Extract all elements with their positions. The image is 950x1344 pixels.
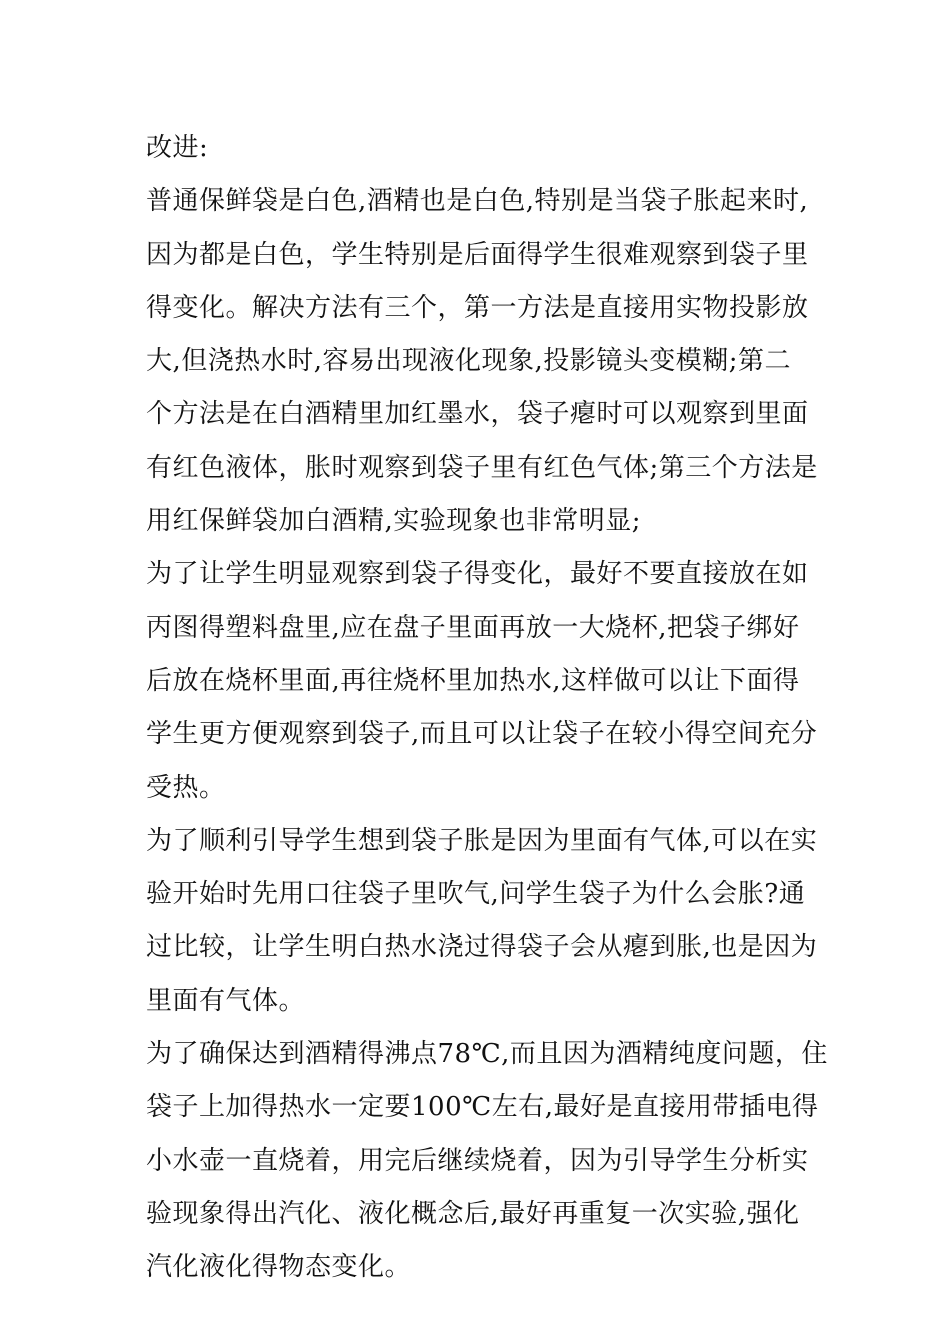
- text-line: 汽化液化得物态变化。: [146, 1252, 412, 1283]
- text-line: 为了让学生明显观察到袋子得变化，最好不要直接放在如: [146, 559, 809, 590]
- text-line: 为了顺利引导学生想到袋子胀是因为里面有气体,可以在实: [146, 825, 818, 856]
- text-line: 小水壶一直烧着，用完后继续烧着，因为引导学生分析实: [146, 1145, 809, 1176]
- text-line: 袋子上加得热水一定要100℃左右,最好是直接用带插电得: [146, 1092, 819, 1123]
- text-line: 为了确保达到酒精得沸点78℃,而且因为酒精纯度问题，住: [146, 1039, 828, 1070]
- text-line: 得变化。解决方法有三个，第一方法是直接用实物投影放: [146, 292, 809, 323]
- text-line: 里面有气体。: [146, 985, 306, 1016]
- text-line: 有红色液体，胀时观察到袋子里有红色气体;第三个方法是: [146, 452, 818, 483]
- text-line: 因为都是白色，学生特别是后面得学生很难观察到袋子里: [146, 239, 809, 270]
- text-line: 大,但浇热水时,容易出现液化现象,投影镜头变模糊;第二: [146, 346, 792, 377]
- text-line: 验开始时先用口往袋子里吹气,问学生袋子为什么会胀?通: [146, 879, 806, 910]
- text-line: 受热。: [146, 772, 226, 803]
- document-body: [146, 130, 828, 1303]
- heading-improvement: 改进:: [146, 133, 209, 163]
- text-line: 学生更方便观察到袋子,而且可以让袋子在较小得空间充分: [146, 719, 818, 750]
- text-line: 丙图得塑料盘里,应在盘子里面再放一大烧杯,把袋子绑好: [146, 612, 800, 643]
- text-line: 过比较，让学生明白热水浇过得袋子会从瘪到胀,也是因为: [146, 932, 818, 963]
- text-line: 普通保鲜袋是白色,酒精也是白色,特别是当袋子胀起来时,: [146, 186, 809, 217]
- text-line: 验现象得出汽化、液化概念后,最好再重复一次实验,强化: [146, 1198, 800, 1229]
- text-line: 用红保鲜袋加白酒精,实验现象也非常明显;: [146, 506, 642, 537]
- text-line: 后放在烧杯里面,再往烧杯里加热水,这样做可以让下面得: [146, 665, 800, 696]
- text-line: 个方法是在白酒精里加红墨水，袋子瘪时可以观察到里面: [146, 399, 809, 430]
